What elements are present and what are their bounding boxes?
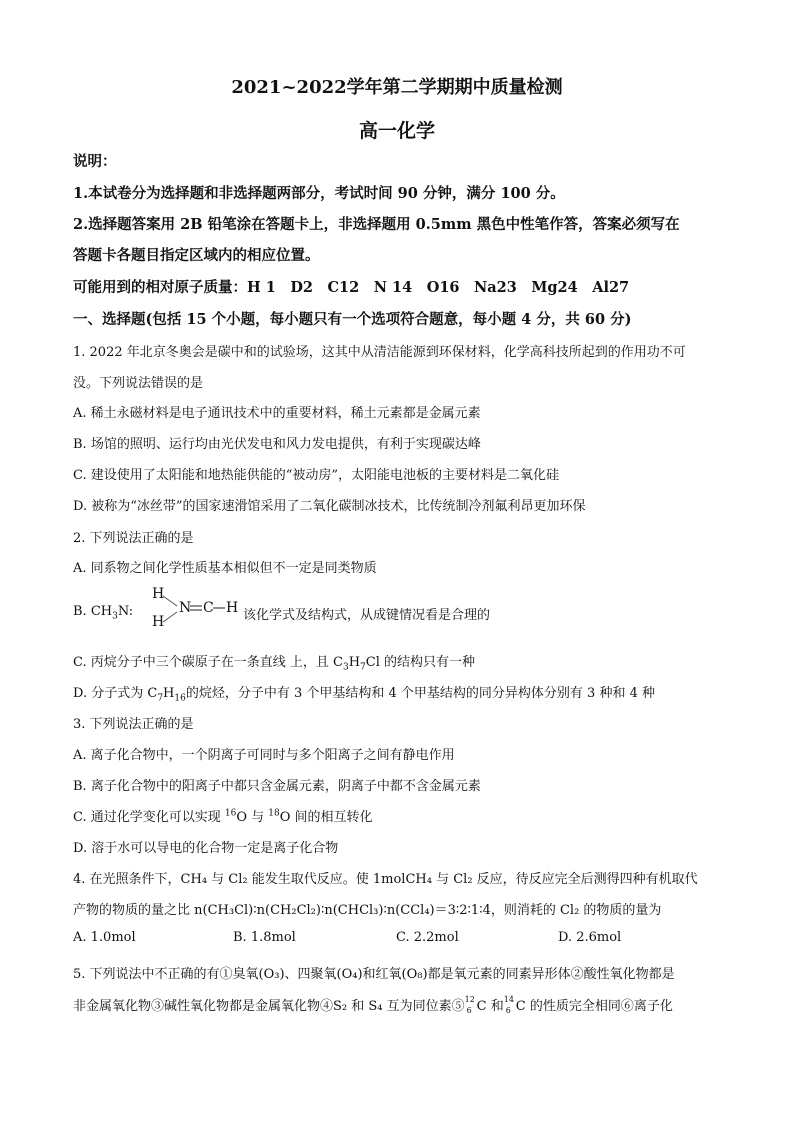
- q5-text-b: C 和: [476, 999, 504, 1014]
- q3-c-sup1: 16: [224, 808, 237, 819]
- q2-d-text-c: 的烷烃，分子中有 3 个甲基结构和 4 个甲基结构的同分异构体分别有 3 种和 4 种: [185, 686, 655, 701]
- isotope-c14: [503, 994, 516, 1015]
- isotope-c12: [464, 994, 477, 1015]
- q2-option-d: [73, 682, 655, 704]
- q1-option-a: A. 稀土永磁材料是电子通讯技术中的重要材料，稀土元素都是金属元素: [73, 406, 481, 421]
- q3-c-text-a: C. 通过化学变化可以实现: [73, 810, 225, 825]
- q2-b-mid: N:: [117, 604, 134, 619]
- iso1-z: 6: [466, 1005, 472, 1015]
- q1-option-d: D. 被称为“冰丝带”的国家速滑馆采用了二氧化碳制冰技术，比传统制冷剂氟利昂更加环保: [73, 499, 586, 514]
- q1-option-b: B. 场馆的照明、运行均由光伏发电和风力发电提供，有利于实现碳达峰: [73, 437, 481, 452]
- q1-option-c: C. 建设使用了太阳能和地热能供能的“被动房”，太阳能电池板的主要材料是二氧化硅: [73, 468, 560, 483]
- struct-n: N: [179, 600, 192, 616]
- instructions-heading: 说明：: [73, 153, 117, 170]
- q3-option-c: [73, 806, 373, 825]
- q3-c-sup2: 18: [268, 808, 280, 819]
- iso2-z: 6: [505, 1005, 511, 1015]
- iso1-mass: 12: [464, 994, 475, 1004]
- instruction-item-2-cont: 答题卡各题目指定区域内的相应位置。: [73, 247, 320, 264]
- q3-option-a: A. 离子化合物中，一个阴离子可同时与多个阳离子之间有静电作用: [73, 748, 455, 763]
- atomic-masses: 可能用到的相对原子质量：H 1 D2 C12 N 14 O16 Na23 Mg24 Al27: [73, 279, 630, 296]
- section-heading: 一、选择题(包括 15 个小题，每小题只有一个选项符合题意，每小题 4 分，共 60 分): [73, 311, 632, 328]
- q3-c-text-b: O 与: [236, 810, 269, 825]
- q2-d-text-a: D. 分子式为 C: [73, 686, 158, 701]
- q2-option-b: [73, 604, 133, 622]
- iso2-mass: 14: [503, 994, 514, 1004]
- instruction-item-1: 1.本试卷分为选择题和非选择题两部分，考试时间 90 分钟，满分 100 分。: [73, 185, 565, 202]
- q1-stem: 1. 2022 年北京冬奥会是碳中和的试验场，这其中从清洁能源到环保材料，化学高科技所起到的作用功不可: [73, 345, 686, 360]
- q1-stem-cont: 没。下列说法错误的是: [73, 376, 204, 391]
- q2-b-sub: 3: [112, 611, 118, 622]
- q2-c-sub2: 7: [360, 662, 366, 673]
- q3-c-text-c: O 间的相互转化: [279, 810, 373, 825]
- q3-stem: 3. 下列说法正确的是: [73, 717, 194, 732]
- exam-subtitle: 高一化学: [358, 120, 435, 142]
- q2-stem: 2. 下列说法正确的是: [73, 531, 194, 546]
- q2-option-a: A. 同系物之间化学性质基本相似但不一定是同类物质: [73, 561, 377, 576]
- q4-stem: 4. 在光照条件下，CH₄ 与 Cl₂ 能发生取代反应。使 1molCH₄ 与 Cl₂ 反应，待反应完全后测得四种有机取代: [73, 872, 698, 887]
- q2-b-prefix: B. CH: [73, 604, 113, 619]
- q5-stem: 5. 下列说法中不正确的有①臭氧(O₃)、四聚氧(O₄)和红氧(O₈)都是氧元素的同素异形体②酸性氧化物都是: [73, 967, 675, 982]
- q5-text-a: 非金属氧化物③碱性氧化物都是金属氧化物④S₂ 和 S₄ 互为同位素⑤: [73, 999, 465, 1014]
- q4-option-a: A. 1.0mol: [73, 930, 136, 945]
- instruction-item-2: 2.选择题答案用 2B 铅笔涂在答题卡上，非选择题用 0.5mm 黑色中性笔作答，答案必须写在: [73, 216, 680, 233]
- q2-c-text-a: C. 丙烷分子中三个碳原子在一条直线 上，且 C: [73, 655, 343, 670]
- q2-c-text-c: Cl 的结构只有一种: [365, 655, 476, 670]
- q4-option-c: C. 2.2mol: [396, 930, 459, 945]
- q3-option-d: D. 溶于水可以导电的化合物一定是离子化合物: [73, 841, 339, 856]
- q2-d-sub2: 16: [174, 693, 186, 704]
- q2-c-text-b: H: [348, 655, 361, 670]
- struct-c: C: [203, 600, 214, 616]
- q5-text-c: C 的性质完全相同⑥离子化: [515, 999, 673, 1014]
- q2-d-sub1: 7: [157, 693, 164, 704]
- q5-stem-cont: [73, 995, 673, 1014]
- q3-option-b: B. 离子化合物中的阳离子中都只含金属元素，阴离子中都不含金属元素: [73, 779, 481, 794]
- q2-d-text-b: H: [163, 686, 175, 701]
- q2-b-text: 该化学式及结构式，从成键情况看是合理的: [243, 608, 491, 623]
- q4-option-b: B. 1.8mol: [233, 930, 296, 945]
- struct-h-right: H: [226, 600, 239, 616]
- exam-title: 2021~2022学年第二学期期中质量检测: [231, 77, 563, 98]
- struct-h-top: H: [152, 586, 165, 602]
- struct-h-bottom: H: [152, 614, 165, 630]
- q2-c-sub1: 3: [342, 662, 349, 673]
- q4-stem-cont: 产物的物质的量之比 n(CH₃Cl)∶n(CH₂Cl₂)∶n(CHCl₃)∶n(CCl₄)＝3∶2∶1∶4，则消耗的 Cl₂ 的物质的量为: [73, 903, 662, 918]
- q4-option-d: D. 2.6mol: [558, 930, 622, 945]
- structural-formula: [150, 588, 240, 632]
- q2-option-c: [73, 651, 475, 673]
